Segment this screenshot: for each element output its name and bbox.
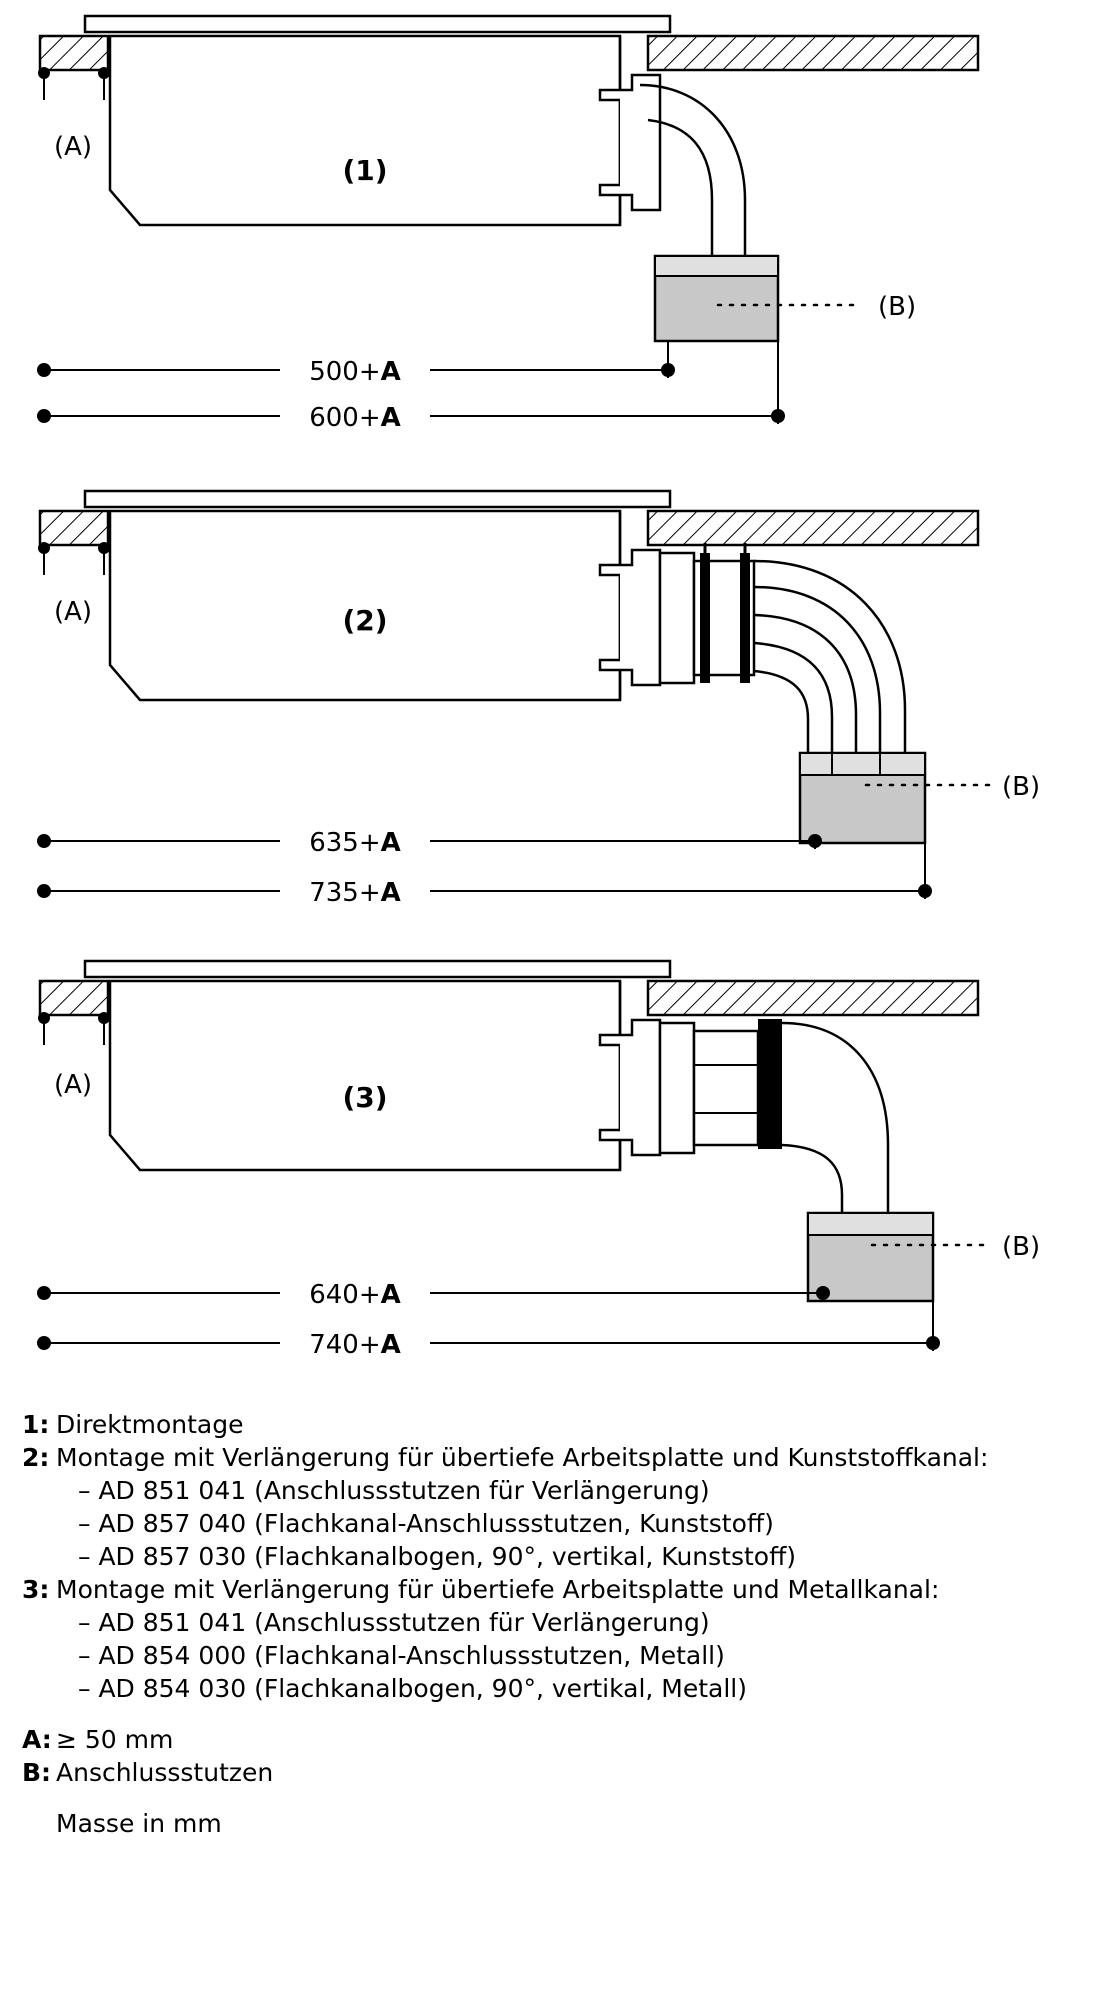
hood-body [110, 36, 620, 225]
legend-item-B [0, 1756, 1110, 1789]
legend-text-B: Anschlussstutzen [56, 1758, 274, 1787]
extension-body [694, 1031, 758, 1145]
legend-item-3 [0, 1573, 1110, 1606]
dimension-640: 640+A [309, 1280, 401, 1310]
diagram-3 [37, 961, 1040, 1363]
legend-subitem-3-2: – AD 854 000 (Flachkanal-Anschlussstutzen, Metall) [78, 1641, 725, 1670]
legend-key-A: A: [22, 1725, 52, 1754]
legend-spacer [0, 1705, 1110, 1723]
legend-text-1: Direktmontage [56, 1410, 244, 1439]
legend-item-A [0, 1723, 1110, 1756]
wall-hatch-left [40, 511, 108, 545]
diagram-number-2: (2) [342, 604, 388, 637]
diagram-2 [37, 491, 1040, 911]
worktop-plate [85, 961, 670, 977]
wall-hatch-right [648, 36, 978, 70]
dim-dot [37, 1336, 51, 1350]
wall-hatch-right [648, 981, 978, 1015]
legend-spacer-2 [0, 1789, 1110, 1807]
legend-text-A: ≥ 50 mm [56, 1725, 174, 1754]
legend-units-text: Masse in mm [56, 1809, 222, 1838]
wall-hatch-right [648, 511, 978, 545]
legend-key-B: B: [22, 1758, 52, 1787]
wall-hatch-left [40, 36, 108, 70]
dimension-735: 735+A [309, 878, 401, 908]
worktop-plate [85, 491, 670, 507]
legend-subitem-2-1: – AD 851 041 (Anschlussstutzen für Verlängerung) [78, 1476, 710, 1505]
seal-ring-1 [700, 553, 710, 683]
legend-units [0, 1807, 1110, 1840]
legend [0, 1408, 1110, 1840]
label-A-3: (A) [54, 1070, 93, 1100]
connector-box-top [800, 753, 925, 775]
label-B-3: (B) [1002, 1232, 1041, 1262]
extension-sleeve-left [660, 553, 694, 683]
dimension-635: 635+A [309, 828, 401, 858]
legend-key-2: 2: [22, 1443, 50, 1472]
duct-outer-curve [754, 561, 905, 755]
hood-body [110, 981, 620, 1170]
connector-box-top [808, 1213, 933, 1235]
label-B-1: (B) [878, 292, 917, 322]
extension-sleeve-left [660, 1023, 694, 1153]
legend-key-3: 3: [22, 1575, 50, 1604]
diagram-1 [37, 16, 978, 436]
legend-subitem-2-3: – AD 857 030 (Flachkanalbogen, 90°, vertikal, Kunststoff) [78, 1542, 797, 1571]
legend-key-1: 1: [22, 1410, 50, 1439]
legend-subitem-3-3: – AD 854 030 (Flachkanalbogen, 90°, vertikal, Metall) [78, 1674, 748, 1703]
legend-item-1 [0, 1408, 1110, 1441]
label-A-2: (A) [54, 597, 93, 627]
elbow-outer-curve [782, 1023, 888, 1215]
label-A-1: (A) [54, 132, 93, 162]
diagram-number-1: (1) [342, 154, 388, 187]
worktop-plate [85, 16, 670, 32]
dim-dot [37, 1286, 51, 1300]
legend-item-2 [0, 1441, 1110, 1474]
duct-inner-curve [754, 671, 808, 755]
dim-dot [37, 363, 51, 377]
diagram-number-3: (3) [342, 1081, 388, 1114]
dim-dot [37, 884, 51, 898]
wall-hatch-left [40, 981, 108, 1015]
elbow-inner-curve [782, 1145, 842, 1215]
dim-dot [37, 834, 51, 848]
connector-box-top [655, 256, 778, 276]
duct-curve-4 [754, 643, 832, 755]
label-B-2: (B) [1002, 772, 1041, 802]
legend-subitem-2-2: – AD 857 040 (Flachkanal-Anschlussstutzen, Kunststoff) [78, 1509, 774, 1538]
dimension-500: 500+A [309, 357, 401, 387]
metal-seal-ring [758, 1019, 782, 1149]
duct-curve-3 [754, 615, 856, 755]
seal-ring-2 [740, 553, 750, 683]
legend-text-3: Montage mit Verlängerung für übertiefe Arbeitsplatte und Metallkanal: [56, 1575, 940, 1604]
legend-text-2: Montage mit Verlängerung für übertiefe Arbeitsplatte und Kunststoffkanal: [56, 1443, 989, 1472]
dimension-600: 600+A [309, 403, 401, 433]
legend-subitem-3-1: – AD 851 041 (Anschlussstutzen für Verlängerung) [78, 1608, 710, 1637]
dimension-740: 740+A [309, 1330, 401, 1360]
dim-dot [37, 409, 51, 423]
